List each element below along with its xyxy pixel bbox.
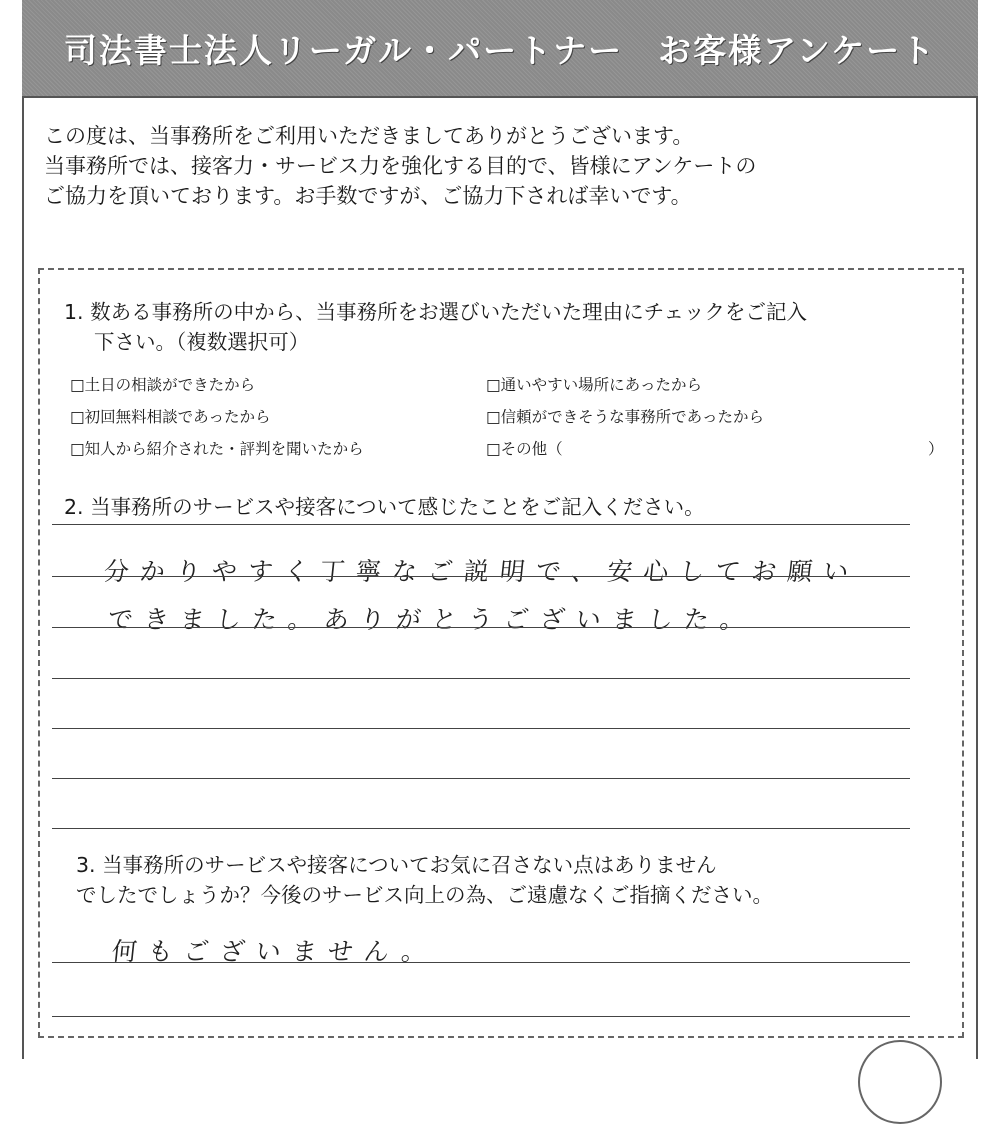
question-2-text: 2. 当事務所のサービスや接客について感じたことをご記入ください。	[64, 495, 705, 519]
intro-line: 当事務所では、接客力・サービス力を強化する目的で、皆様にアンケートの	[44, 154, 757, 178]
intro-line: ご協力を頂いております。お手数ですが、ご協力下されば幸いです。	[44, 184, 692, 208]
q2-handwritten-answer: できました。ありがとうございました。	[106, 605, 758, 634]
checkbox-option-free-consult[interactable]: □初回無料相談であったから	[70, 408, 271, 426]
answer-line	[52, 627, 910, 628]
answer-line	[52, 728, 910, 729]
checkbox-option-location[interactable]: □通いやすい場所にあったから	[486, 376, 702, 394]
intro-text	[44, 121, 964, 211]
question-1-text-cont: 下さい。（複数選択可）	[94, 330, 310, 354]
question-3-text-cont: でしたでしょうか？今後のサービス向上の為、ご遠慮なくご指摘ください。	[76, 883, 773, 907]
answer-line	[52, 678, 910, 679]
answer-line	[52, 576, 910, 577]
page-title: 司法書士法人リーガル・パートナー お客様アンケート	[63, 30, 937, 70]
checkbox-option-other[interactable]: □その他（	[486, 440, 563, 458]
question-1	[64, 297, 807, 357]
question-1-text: 1. 数ある事務所の中から、当事務所をお選びいただいた理由にチェックをご記入	[64, 300, 807, 324]
answer-line	[52, 962, 910, 963]
question-3	[76, 850, 773, 910]
q3-handwritten-answer: 何もございません。	[110, 937, 439, 966]
checkbox-option-trust[interactable]: □信頼ができそうな事務所であったから	[486, 408, 764, 426]
answer-line	[52, 1016, 910, 1017]
header-banner	[22, 0, 978, 98]
other-paren-close: ）	[928, 440, 944, 458]
intro-line: この度は、当事務所をご利用いただきましてありがとうございます。	[44, 124, 694, 148]
checkbox-option-referral[interactable]: □知人から紹介された・評判を聞いたから	[70, 440, 364, 458]
answer-line	[52, 778, 910, 779]
seal-stamp	[858, 1040, 942, 1124]
answer-line	[52, 524, 910, 525]
question-3-text: 3. 当事務所のサービスや接客についてお気に召さない点はありません	[76, 853, 717, 877]
answer-line	[52, 828, 910, 829]
q2-handwritten-answer: 分かりやすく丁寧なご説明で、安心してお願い	[102, 557, 861, 586]
checkbox-option-weekend[interactable]: □土日の相談ができたから	[70, 376, 256, 394]
